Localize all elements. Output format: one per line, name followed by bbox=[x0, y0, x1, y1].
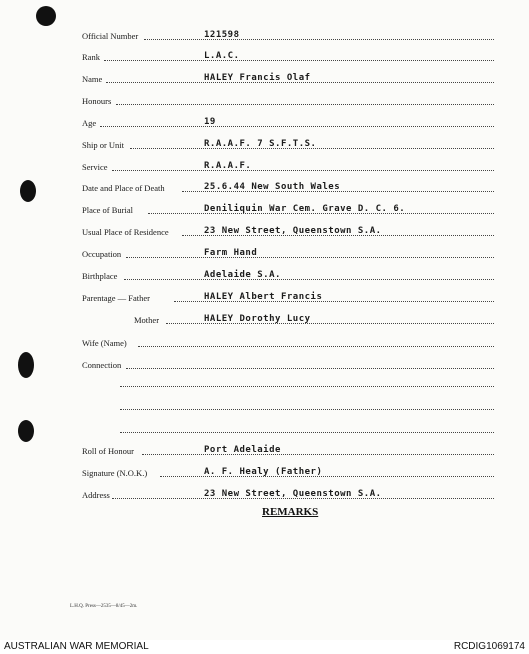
field-label: Connection bbox=[82, 360, 122, 370]
remarks-heading: REMARKS bbox=[262, 506, 319, 518]
field-value: HALEY Albert Francis bbox=[204, 292, 323, 302]
field-occupation bbox=[82, 244, 494, 260]
field-label: Ship or Unit bbox=[82, 140, 125, 150]
field-value: Port Adelaide bbox=[204, 445, 281, 455]
field-signature-nok bbox=[82, 463, 494, 479]
field-value: 23 New Street, Queenstown S.A. bbox=[204, 226, 382, 236]
form-code: L.H.Q. Press—2535—8/45—2m. bbox=[70, 604, 138, 609]
field-birthplace bbox=[82, 266, 494, 282]
field-value: Farm Hand bbox=[204, 248, 258, 258]
field-label: Service bbox=[82, 162, 108, 172]
field-label: Date and Place of Death bbox=[82, 183, 165, 193]
field-label: Mother bbox=[134, 315, 160, 325]
field-label: Address bbox=[82, 490, 110, 500]
field-label: Usual Place of Residence bbox=[82, 227, 169, 237]
field-roll-of-honour bbox=[82, 441, 494, 457]
field-official-number bbox=[82, 26, 494, 42]
footer-id: RCDIG1069174 bbox=[453, 641, 525, 652]
punch-hole bbox=[20, 180, 36, 202]
field-label: Occupation bbox=[82, 249, 122, 259]
footer-source: AUSTRALIAN WAR MEMORIAL bbox=[4, 641, 149, 652]
punch-hole bbox=[36, 6, 56, 26]
field-value: Deniliquin War Cem. Grave D. C. 6. bbox=[204, 204, 406, 214]
field-label: Age bbox=[82, 118, 97, 128]
field-name bbox=[82, 69, 494, 85]
field-label: Parentage — Father bbox=[82, 293, 150, 303]
field-label: Birthplace bbox=[82, 271, 118, 281]
field-value: 19 bbox=[204, 117, 216, 127]
field-value: Adelaide S.A. bbox=[204, 270, 281, 280]
punch-hole bbox=[18, 420, 34, 442]
field-rank bbox=[82, 47, 494, 63]
field-value: HALEY Dorothy Lucy bbox=[204, 314, 311, 324]
field-value: R.A.A.F. bbox=[204, 161, 252, 171]
field-usual-residence bbox=[82, 222, 494, 238]
field-label: Signature (N.O.K.) bbox=[82, 468, 148, 478]
field-date-place-death bbox=[82, 178, 494, 194]
field-place-of-burial bbox=[82, 200, 494, 216]
field-father bbox=[82, 288, 494, 304]
field-label: Roll of Honour bbox=[82, 446, 134, 456]
field-label: Official Number bbox=[82, 31, 139, 41]
field-ship-or-unit bbox=[82, 135, 494, 151]
punch-hole bbox=[18, 352, 34, 378]
blank-line bbox=[120, 432, 494, 433]
field-honours bbox=[82, 91, 494, 107]
field-age bbox=[82, 113, 494, 129]
field-label: Rank bbox=[82, 52, 100, 62]
field-value: 23 New Street, Queenstown S.A. bbox=[204, 489, 382, 499]
field-label: Honours bbox=[82, 96, 112, 106]
blank-line bbox=[120, 409, 494, 410]
blank-line bbox=[120, 386, 494, 387]
field-wife bbox=[82, 333, 494, 349]
field-address bbox=[82, 485, 494, 501]
field-value: 25.6.44 New South Wales bbox=[204, 182, 341, 192]
field-mother bbox=[82, 310, 494, 326]
field-label: Wife (Name) bbox=[82, 338, 127, 348]
field-value: 121598 bbox=[204, 30, 240, 40]
field-connection bbox=[82, 355, 494, 371]
field-label: Place of Burial bbox=[82, 205, 133, 215]
field-value: A. F. Healy (Father) bbox=[204, 467, 323, 477]
field-value: L.A.C. bbox=[204, 51, 240, 61]
field-service bbox=[82, 157, 494, 173]
field-value: R.A.A.F. 7 S.F.T.S. bbox=[204, 139, 317, 149]
archive-footer bbox=[0, 640, 529, 654]
field-label: Name bbox=[82, 74, 103, 84]
field-value: HALEY Francis Olaf bbox=[204, 73, 311, 83]
